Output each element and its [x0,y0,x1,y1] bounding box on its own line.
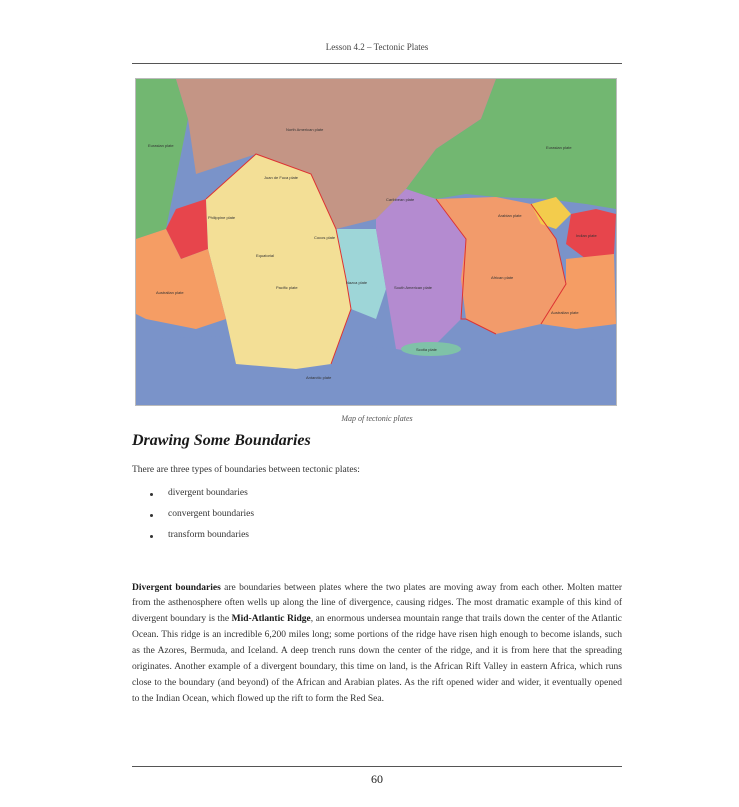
header-rule [132,63,622,64]
tectonic-plates-map [135,78,617,406]
label-north-american: North American plate [286,127,324,132]
term-divergent-boundaries: Divergent boundaries [132,582,221,593]
label-arabian: Arabian plate [498,213,522,218]
boundary-types-list [150,488,254,551]
section-heading: Drawing Some Boundaries [132,432,311,449]
label-juan-de-fuca: Juan de Fuca plate [264,175,299,180]
label-australian-west: Australian plate [156,290,184,295]
label-caribbean: Caribbean plate [386,197,415,202]
page-number: 60 [371,772,383,786]
list-item: divergent boundaries [150,488,254,509]
label-eurasian-west: Eurasian plate [148,143,174,148]
body-paragraph [132,581,622,708]
footer-rule [132,766,622,767]
label-african: African plate [491,275,514,280]
label-equatorial: Equatorial [256,253,275,258]
label-scotia: Scotia plate [416,347,437,352]
figure-caption: Map of tectonic plates [341,414,413,423]
list-item: convergent boundaries [150,509,254,530]
paragraph-text-part2: , an enormous undersea mountain range that trails down the center of the Atlantic Ocean. This ridge is an incredible 6,200 miles long; some portions of the ridge have risen high enough to become islands, such as the Azores, Bermuda, and Iceland. A deep trench runs down the center of the ridge, and it is from here that the spreading originates. Another example of a divergent boundary, this time on land, is the African Rift Valley in eastern Africa, which runs close to the boundary (and beyond) of the African and Arabian plates. As the rift opened wider and wider, it eventually opened to the Indian Ocean, which flowed up the rift to form the Red Sea. [132,614,622,704]
label-south-american: South American plate [394,285,433,290]
label-philippine: Philippine plate [208,215,236,220]
label-pacific: Pacific plate [276,285,298,290]
label-eurasian-east: Eurasian plate [546,145,572,150]
label-australian-east: Australian plate [551,310,579,315]
label-nazca: Nazca plate [346,280,368,285]
running-header: Lesson 4.2 – Tectonic Plates [325,42,429,52]
intro-text: There are three types of boundaries between tectonic plates: [132,465,360,475]
paragraph-text-part1: are boundaries between plates where the two plates are moving away from each other. Molten matter from the asthenosphere often wells up along the line of divergence, causing ridges. The most dramatic example of this kind of divergent boundary is the [132,582,622,625]
list-item: transform boundaries [150,530,254,551]
term-mid-atlantic-ridge: Mid-Atlantic Ridge [231,614,311,625]
label-cocos: Cocos plate [314,235,336,240]
label-indian: Indian plate [576,233,597,238]
label-antarctic: Antarctic plate [306,375,332,380]
